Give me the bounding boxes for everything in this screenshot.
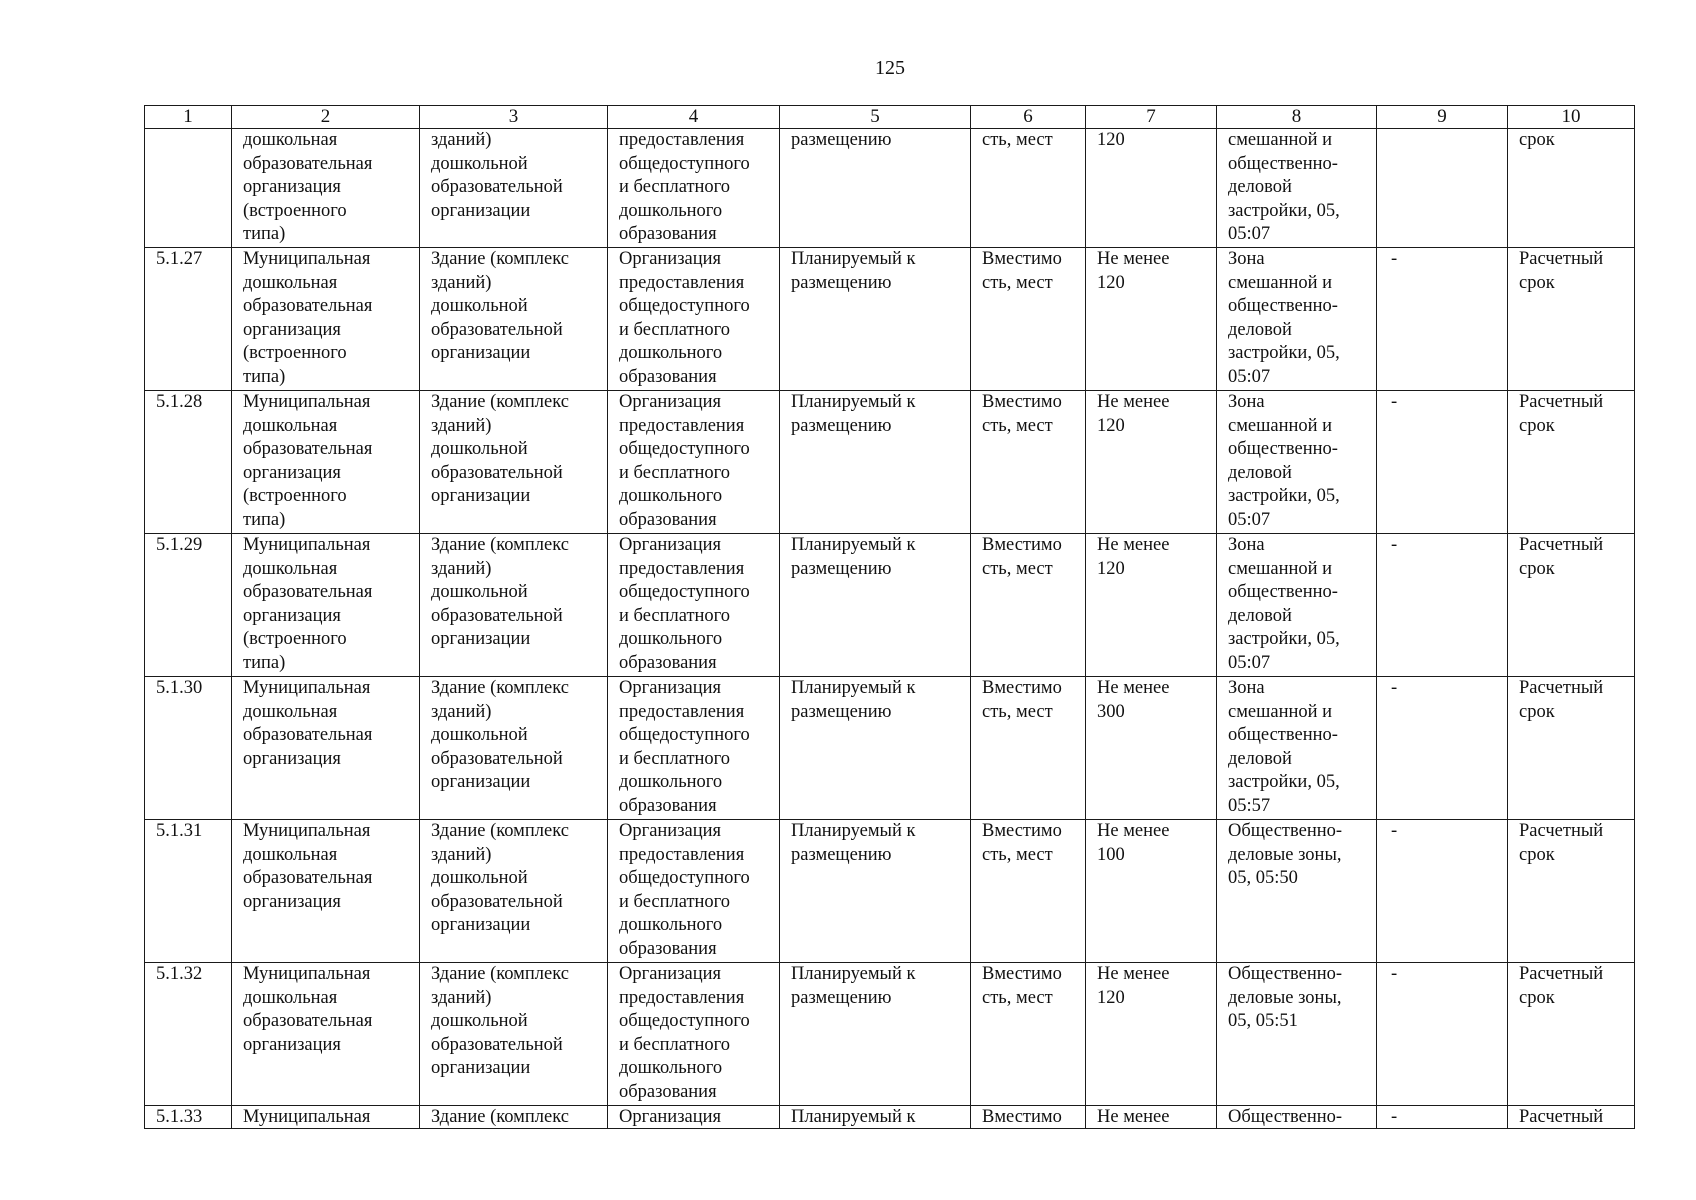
cell-zone: -	[1377, 963, 1508, 1106]
header-cell-6: 6	[971, 106, 1086, 129]
cell-value: Не менее 120	[1086, 534, 1217, 677]
cell-location: Общественно- деловые зоны, 05, 05:50	[1217, 820, 1377, 963]
cell-status: Планируемый к размещению	[780, 248, 971, 391]
cell-status: Планируемый к размещению	[780, 391, 971, 534]
header-row	[145, 106, 1635, 129]
page-number: 125	[875, 57, 905, 79]
cell-status: размещению	[780, 129, 971, 248]
cell-location: Зона смешанной и общественно- деловой застройки, 05, 05:07	[1217, 391, 1377, 534]
cell-term: Расчетный срок	[1508, 534, 1635, 677]
table-row	[145, 248, 1635, 391]
cell-term: Расчетный срок	[1508, 677, 1635, 820]
cell-location: Зона смешанной и общественно- деловой застройки, 05, 05:07	[1217, 534, 1377, 677]
table-row	[145, 963, 1635, 1106]
cell-object-name: Муниципальная	[232, 1106, 420, 1129]
cell-object-name: Муниципальная дошкольная образовательная организация (встроенного типа)	[232, 534, 420, 677]
cell-status: Планируемый к размещению	[780, 820, 971, 963]
cell-location: смешанной и общественно- деловой застройки, 05, 05:07	[1217, 129, 1377, 248]
cell-purpose: предоставления общедоступного и бесплатного дошкольного образования	[608, 129, 780, 248]
cell-characteristic: Вместимо сть, мест	[971, 963, 1086, 1106]
cell-location: Зона смешанной и общественно- деловой застройки, 05, 05:57	[1217, 677, 1377, 820]
cell-value: Не менее 120	[1086, 963, 1217, 1106]
cell-purpose: Организация предоставления общедоступного и бесплатного дошкольного образования	[608, 248, 780, 391]
cell-object-type: Здание (комплекс зданий) дошкольной образовательной организации	[420, 820, 608, 963]
cell-number: 5.1.28	[145, 391, 232, 534]
header-cell-5: 5	[780, 106, 971, 129]
cell-object-type: Здание (комплекс зданий) дошкольной образовательной организации	[420, 963, 608, 1106]
header-cell-9: 9	[1377, 106, 1508, 129]
cell-purpose: Организация предоставления общедоступного и бесплатного дошкольного образования	[608, 677, 780, 820]
cell-value: Не менее 100	[1086, 820, 1217, 963]
cell-purpose: Организация предоставления общедоступного и бесплатного дошкольного образования	[608, 963, 780, 1106]
table-row	[145, 391, 1635, 534]
cell-location: Общественно- деловые зоны, 05, 05:51	[1217, 963, 1377, 1106]
header-cell-2: 2	[232, 106, 420, 129]
cell-characteristic: Вместимо сть, мест	[971, 391, 1086, 534]
cell-characteristic: Вместимо сть, мест	[971, 820, 1086, 963]
cell-number: 5.1.31	[145, 820, 232, 963]
header-cell-3: 3	[420, 106, 608, 129]
header-cell-8: 8	[1217, 106, 1377, 129]
cell-term: Расчетный	[1508, 1106, 1635, 1129]
table-row	[145, 677, 1635, 820]
header-cell-1: 1	[145, 106, 232, 129]
cell-purpose: Организация предоставления общедоступного и бесплатного дошкольного образования	[608, 534, 780, 677]
cell-purpose: Организация предоставления общедоступного и бесплатного дошкольного образования	[608, 391, 780, 534]
cell-term: Расчетный срок	[1508, 963, 1635, 1106]
cell-term: срок	[1508, 129, 1635, 248]
cell-characteristic: Вместимо сть, мест	[971, 534, 1086, 677]
cell-object-name: Муниципальная дошкольная образовательная организация (встроенного типа)	[232, 391, 420, 534]
cell-object-type: Здание (комплекс	[420, 1106, 608, 1129]
header-cell-4: 4	[608, 106, 780, 129]
cell-zone: -	[1377, 391, 1508, 534]
cell-zone	[1377, 129, 1508, 248]
cell-object-name: Муниципальная дошкольная образовательная организация (встроенного типа)	[232, 248, 420, 391]
cell-object-name: Муниципальная дошкольная образовательная организация	[232, 677, 420, 820]
cell-number: 5.1.29	[145, 534, 232, 677]
cell-characteristic: Вместимо сть, мест	[971, 248, 1086, 391]
cell-number	[145, 129, 232, 248]
cell-term: Расчетный срок	[1508, 391, 1635, 534]
cell-object-type: Здание (комплекс зданий) дошкольной образовательной организации	[420, 248, 608, 391]
cell-value: Не менее 120	[1086, 248, 1217, 391]
cell-object-type: Здание (комплекс зданий) дошкольной образовательной организации	[420, 677, 608, 820]
table-row	[145, 820, 1635, 963]
cell-object-type: зданий) дошкольной образовательной организации	[420, 129, 608, 248]
cell-zone: -	[1377, 820, 1508, 963]
cell-value: Не менее	[1086, 1106, 1217, 1129]
table-row	[145, 534, 1635, 677]
cell-term: Расчетный срок	[1508, 820, 1635, 963]
table-row-cut	[145, 1106, 1635, 1129]
cell-object-name: дошкольная образовательная организация (встроенного типа)	[232, 129, 420, 248]
cell-zone: -	[1377, 1106, 1508, 1129]
cell-object-type: Здание (комплекс зданий) дошкольной образовательной организации	[420, 391, 608, 534]
cell-value: 120	[1086, 129, 1217, 248]
cell-value: Не менее 300	[1086, 677, 1217, 820]
cell-number: 5.1.27	[145, 248, 232, 391]
planned-objects-table	[144, 105, 1635, 1129]
cell-characteristic: Вместимо сть, мест	[971, 677, 1086, 820]
cell-location: Зона смешанной и общественно- деловой застройки, 05, 05:07	[1217, 248, 1377, 391]
table-row	[145, 129, 1635, 248]
cell-object-name: Муниципальная дошкольная образовательная организация	[232, 963, 420, 1106]
cell-status: Планируемый к размещению	[780, 534, 971, 677]
cell-purpose: Организация предоставления общедоступного и бесплатного дошкольного образования	[608, 820, 780, 963]
cell-characteristic: Вместимо	[971, 1106, 1086, 1129]
cell-zone: -	[1377, 677, 1508, 820]
header-cell-7: 7	[1086, 106, 1217, 129]
cell-status: Планируемый к размещению	[780, 677, 971, 820]
cell-location: Общественно-	[1217, 1106, 1377, 1129]
cell-characteristic: сть, мест	[971, 129, 1086, 248]
cell-number: 5.1.30	[145, 677, 232, 820]
cell-term: Расчетный срок	[1508, 248, 1635, 391]
cell-number: 5.1.33	[145, 1106, 232, 1129]
cell-purpose: Организация	[608, 1106, 780, 1129]
cell-status: Планируемый к размещению	[780, 963, 971, 1106]
cell-value: Не менее 120	[1086, 391, 1217, 534]
cell-object-type: Здание (комплекс зданий) дошкольной образовательной организации	[420, 534, 608, 677]
cell-object-name: Муниципальная дошкольная образовательная организация	[232, 820, 420, 963]
cell-number: 5.1.32	[145, 963, 232, 1106]
header-cell-10: 10	[1508, 106, 1635, 129]
cell-status: Планируемый к	[780, 1106, 971, 1129]
cell-zone: -	[1377, 534, 1508, 677]
cell-zone: -	[1377, 248, 1508, 391]
